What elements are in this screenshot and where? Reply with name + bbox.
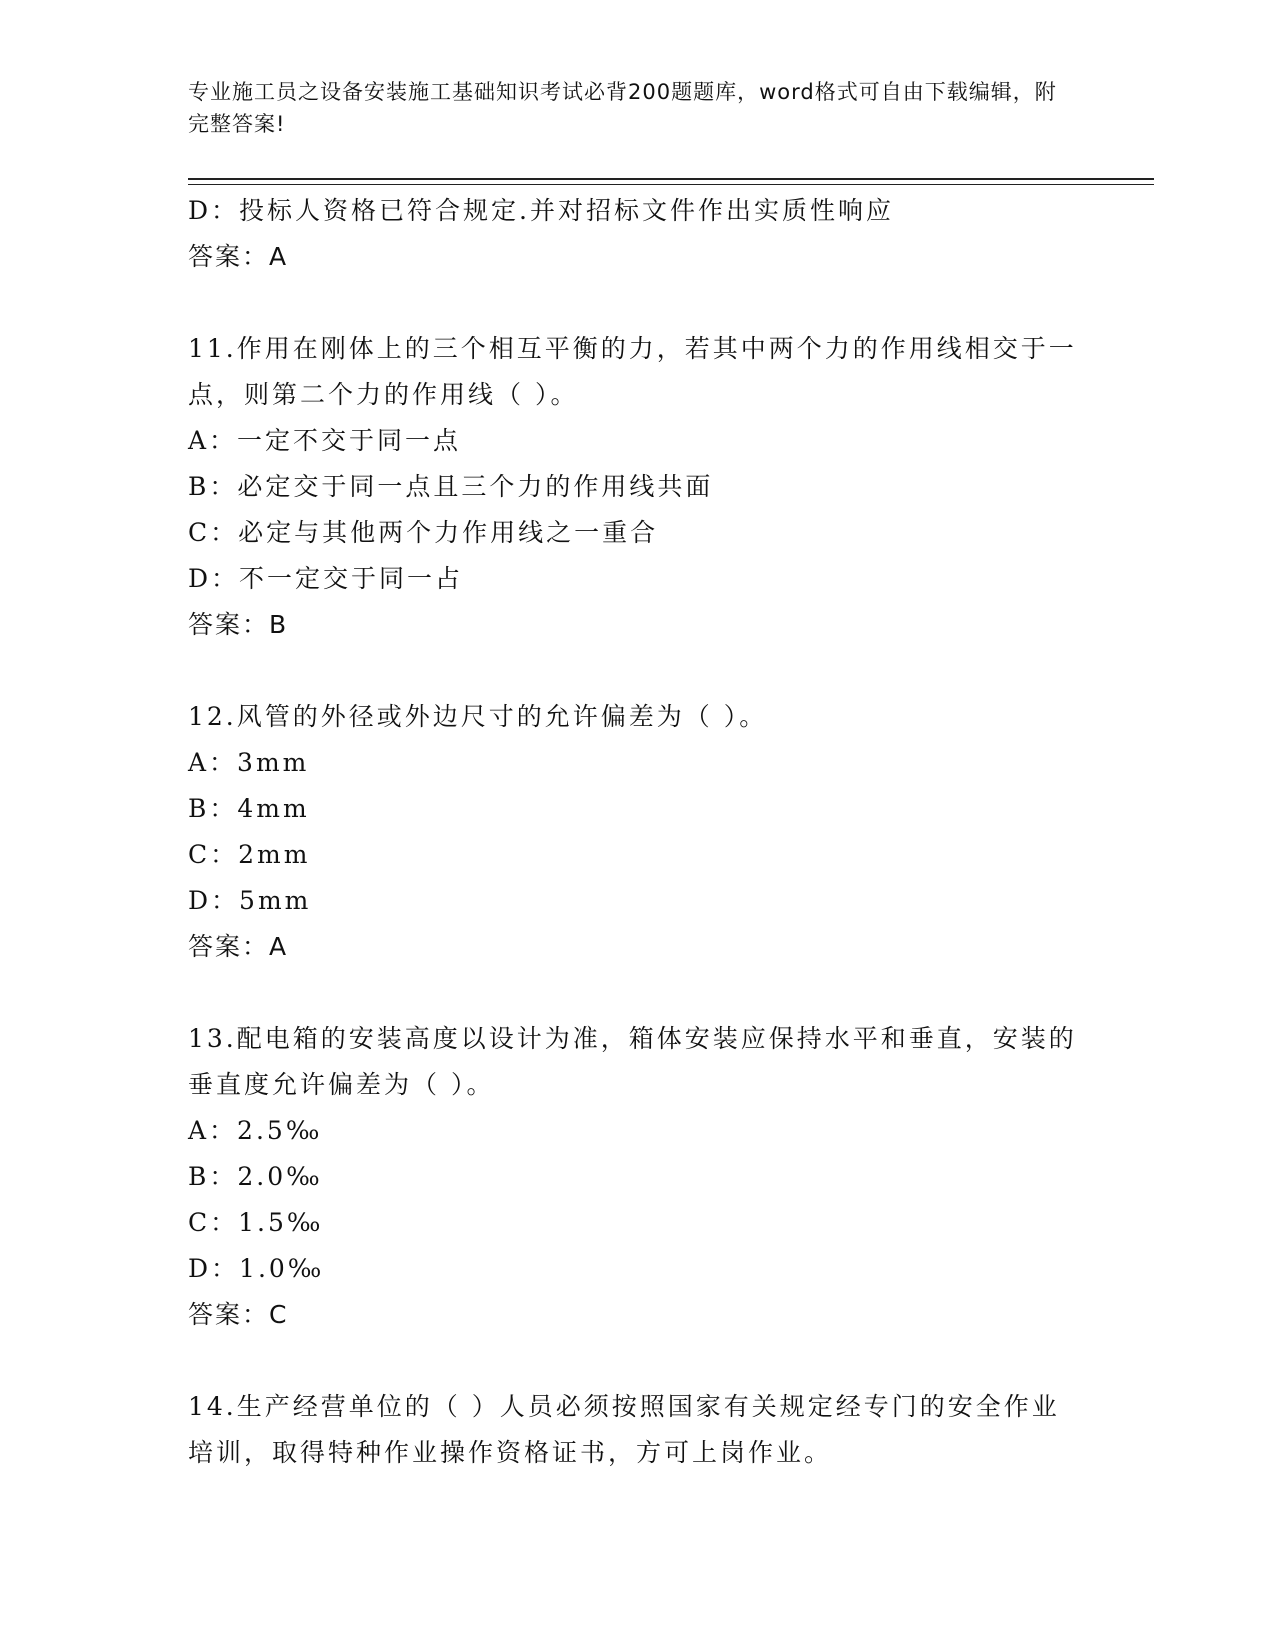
answer: 答案：A	[188, 932, 289, 961]
option-d: D：5mm	[188, 886, 312, 915]
option-c: C：1.5‰	[188, 1208, 324, 1237]
question-stem: 13.配电箱的安装高度以设计为准，箱体安装应保持水平和垂直，安装的垂直度允许偏差为（ ）。	[188, 1024, 1077, 1099]
question-13	[188, 1016, 1088, 1338]
option-c: C：2mm	[188, 840, 311, 869]
option-d: D：不一定交于同一占	[188, 564, 464, 593]
header-rule-thick	[188, 178, 1154, 180]
question-stem: 11.作用在刚体上的三个相互平衡的力，若其中两个力的作用线相交于一点，则第二个力的作用线（ ）。	[188, 334, 1077, 409]
spacer	[188, 1338, 1088, 1384]
spacer	[188, 280, 1088, 326]
option-b: B：2.0‰	[188, 1162, 323, 1191]
spacer	[188, 970, 1088, 1016]
answer: 答案：C	[188, 1300, 289, 1329]
option-a: A：2.5‰	[188, 1116, 323, 1145]
option-a: A：一定不交于同一点	[188, 426, 462, 455]
answer: 答案：B	[188, 610, 289, 639]
spacer	[188, 648, 1088, 694]
document-header: 专业施工员之设备安装施工基础知识考试必背200题题库，word格式可自由下载编辑，附完整答案!	[188, 80, 1057, 136]
option-c: C：必定与其他两个力作用线之一重合	[188, 518, 659, 547]
question-stem: 12.风管的外径或外边尺寸的允许偏差为（ ）。	[188, 702, 768, 731]
option-a: A：3mm	[188, 748, 310, 777]
prev-option-d: D：投标人资格已符合规定.并对招标文件作出实质性响应	[188, 196, 894, 225]
question-list	[188, 188, 1088, 1476]
header-rule-thin	[188, 184, 1154, 185]
option-b: B：必定交于同一点且三个力的作用线共面	[188, 472, 714, 501]
question-14	[188, 1384, 1088, 1476]
option-d: D：1.0‰	[188, 1254, 325, 1283]
question-12	[188, 694, 1088, 970]
question-11	[188, 326, 1088, 648]
option-b: B：4mm	[188, 794, 310, 823]
question-stem: 14.生产经营单位的（ ）人员必须按照国家有关规定经专门的安全作业培训，取得特种作业操作资格证书，方可上岗作业。	[188, 1392, 1060, 1467]
prev-answer: 答案：A	[188, 242, 289, 271]
